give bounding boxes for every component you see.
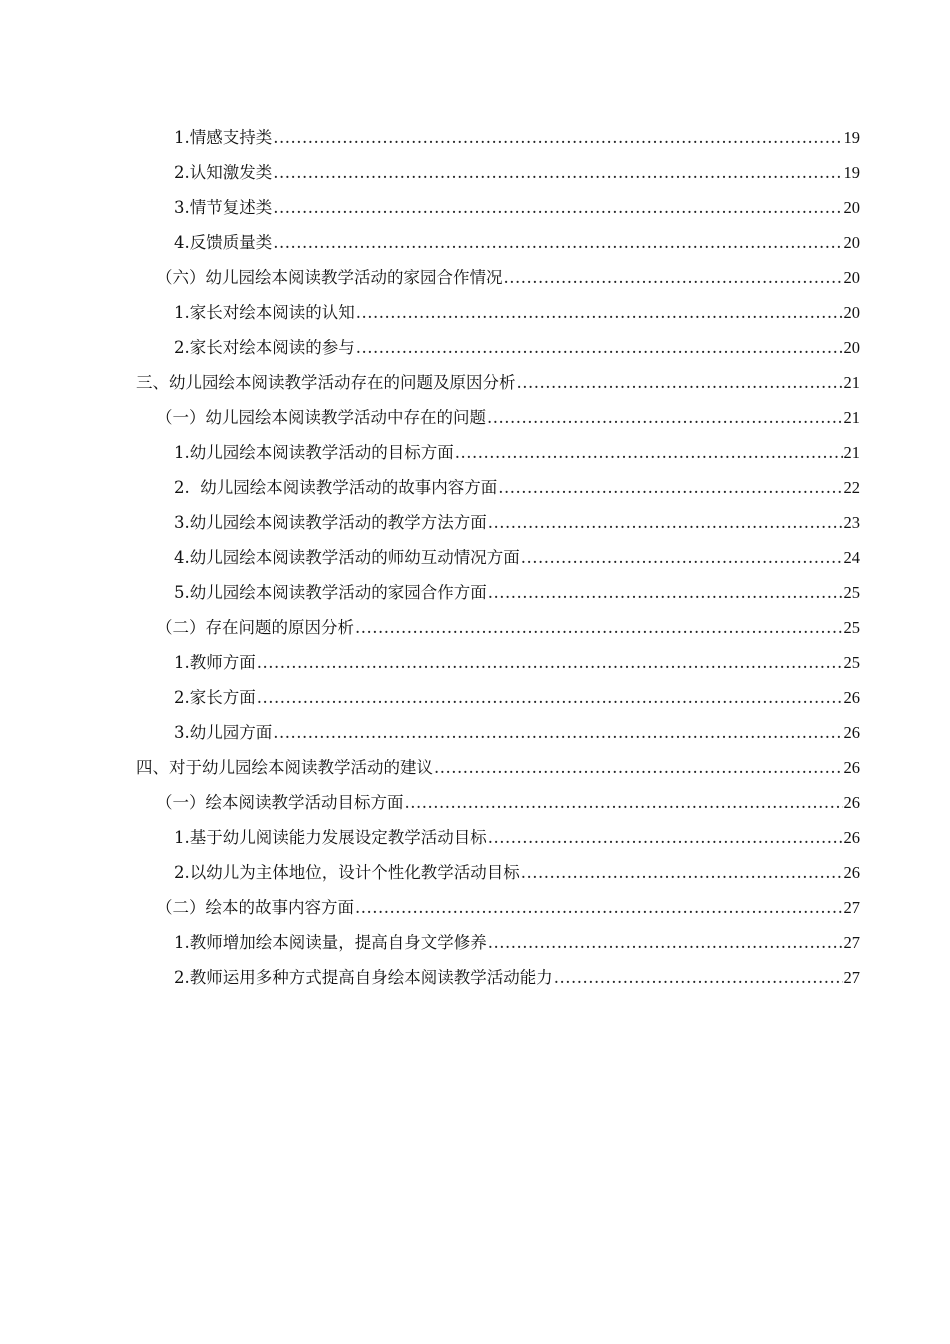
toc-entry-page: 26 xyxy=(843,793,860,812)
toc-entry[interactable] xyxy=(0,120,860,155)
toc-leader-dots xyxy=(405,785,843,820)
toc-entry[interactable] xyxy=(0,645,860,680)
toc-entry-page: 25 xyxy=(843,618,860,637)
toc-entry-label: （二）绘本的故事内容方面 xyxy=(156,898,354,917)
toc-entry-label: （二）存在问题的原因分析 xyxy=(156,618,354,637)
toc-leader-dots xyxy=(488,820,843,855)
toc-entry-label: 1.家长对绘本阅读的认知 xyxy=(174,303,355,322)
toc-entry-page: 20 xyxy=(843,338,860,357)
toc-entry-label: 4.反馈质量类 xyxy=(174,233,273,252)
toc-entry[interactable] xyxy=(0,155,860,190)
toc-entry[interactable] xyxy=(0,190,860,225)
toc-leader-dots xyxy=(273,225,842,260)
toc-entry-label: 2. 幼儿园绘本阅读教学活动的故事内容方面 xyxy=(174,478,498,497)
toc-entry[interactable] xyxy=(0,225,860,260)
toc-entry-page: 20 xyxy=(843,233,860,252)
toc-entry-label: 三、幼儿园绘本阅读教学活动存在的问题及原因分析 xyxy=(136,373,516,392)
toc-entry-page: 25 xyxy=(843,583,860,602)
toc-leader-dots xyxy=(355,610,843,645)
toc-entry[interactable] xyxy=(0,505,860,540)
toc-entry[interactable] xyxy=(0,680,860,715)
toc-leader-dots xyxy=(273,190,842,225)
toc-leader-dots xyxy=(434,750,843,785)
toc-entry-page: 22 xyxy=(843,478,860,497)
toc-entry-label: 1.情感支持类 xyxy=(174,128,273,147)
toc-entry[interactable] xyxy=(0,400,860,435)
toc-leader-dots xyxy=(488,925,843,960)
toc-entry-label: 2.认知激发类 xyxy=(174,163,273,182)
toc-entry-page: 27 xyxy=(843,898,860,917)
toc-leader-dots xyxy=(488,575,843,610)
toc-entry[interactable] xyxy=(0,260,860,295)
toc-entry[interactable] xyxy=(0,960,860,995)
toc-leader-dots xyxy=(455,435,843,470)
toc-entry-page: 19 xyxy=(843,128,860,147)
toc-leader-dots xyxy=(498,470,842,505)
toc-entry[interactable] xyxy=(0,715,860,750)
toc-entry-label: （一）绘本阅读教学活动目标方面 xyxy=(156,793,404,812)
toc-leader-dots xyxy=(356,295,843,330)
toc-entry[interactable] xyxy=(0,750,860,785)
toc-entry[interactable] xyxy=(0,365,860,400)
toc-entry-page: 20 xyxy=(843,198,860,217)
toc-leader-dots xyxy=(356,330,843,365)
toc-leader-dots xyxy=(521,855,843,890)
toc-entry-label: 1.基于幼儿阅读能力发展设定教学活动目标 xyxy=(174,828,487,847)
toc-leader-dots xyxy=(257,645,843,680)
toc-entry[interactable] xyxy=(0,470,860,505)
toc-entry-label: 5.幼儿园绘本阅读教学活动的家园合作方面 xyxy=(174,583,487,602)
toc-entry[interactable] xyxy=(0,295,860,330)
toc-entry-label: （六）幼儿园绘本阅读教学活动的家园合作情况 xyxy=(156,268,503,287)
toc-entry-label: 四、对于幼儿园绘本阅读教学活动的建议 xyxy=(136,758,433,777)
toc-entry-label: 3.幼儿园方面 xyxy=(174,723,273,742)
toc-entry[interactable] xyxy=(0,435,860,470)
toc-entry-page: 26 xyxy=(843,758,860,777)
toc-entry-label: （一）幼儿园绘本阅读教学活动中存在的问题 xyxy=(156,408,486,427)
toc-entry[interactable] xyxy=(0,820,860,855)
toc-leader-dots xyxy=(488,505,843,540)
toc-entry-label: 2.教师运用多种方式提高自身绘本阅读教学活动能力 xyxy=(174,968,553,987)
table-of-contents xyxy=(0,120,950,995)
toc-entry-label: 1.教师增加绘本阅读量，提高自身文学修养 xyxy=(174,933,487,952)
toc-entry-label: 3.幼儿园绘本阅读教学活动的教学方法方面 xyxy=(174,513,487,532)
toc-entry-page: 26 xyxy=(843,723,860,742)
toc-leader-dots xyxy=(355,890,843,925)
toc-entry[interactable] xyxy=(0,540,860,575)
toc-leader-dots xyxy=(517,365,843,400)
toc-entry-label: 2.家长方面 xyxy=(174,688,256,707)
toc-leader-dots xyxy=(554,960,843,995)
toc-leader-dots xyxy=(273,120,842,155)
toc-entry-page: 20 xyxy=(843,268,860,287)
toc-leader-dots xyxy=(273,155,842,190)
toc-entry[interactable] xyxy=(0,575,860,610)
toc-entry[interactable] xyxy=(0,330,860,365)
toc-entry-label: 2.以幼儿为主体地位，设计个性化教学活动目标 xyxy=(174,863,520,882)
toc-leader-dots xyxy=(504,260,843,295)
toc-entry-label: 3.情节复述类 xyxy=(174,198,273,217)
toc-entry-label: 1.教师方面 xyxy=(174,653,256,672)
toc-entry-page: 26 xyxy=(843,828,860,847)
toc-entry-page: 19 xyxy=(843,163,860,182)
toc-entry-page: 21 xyxy=(843,443,860,462)
toc-entry-page: 23 xyxy=(843,513,860,532)
toc-leader-dots xyxy=(273,715,842,750)
toc-leader-dots xyxy=(487,400,843,435)
toc-entry-page: 21 xyxy=(843,408,860,427)
toc-entry-page: 27 xyxy=(843,933,860,952)
toc-entry-label: 4.幼儿园绘本阅读教学活动的师幼互动情况方面 xyxy=(174,548,520,567)
toc-entry[interactable] xyxy=(0,890,860,925)
toc-entry-page: 21 xyxy=(843,373,860,392)
toc-entry-page: 24 xyxy=(843,548,860,567)
toc-entry-page: 26 xyxy=(843,688,860,707)
toc-entry-page: 27 xyxy=(843,968,860,987)
toc-entry-label: 1.幼儿园绘本阅读教学活动的目标方面 xyxy=(174,443,454,462)
toc-leader-dots xyxy=(257,680,843,715)
toc-entry[interactable] xyxy=(0,610,860,645)
toc-leader-dots xyxy=(521,540,843,575)
toc-entry-page: 20 xyxy=(843,303,860,322)
toc-entry[interactable] xyxy=(0,925,860,960)
toc-entry[interactable] xyxy=(0,855,860,890)
toc-entry-page: 25 xyxy=(843,653,860,672)
toc-entry-label: 2.家长对绘本阅读的参与 xyxy=(174,338,355,357)
toc-entry[interactable] xyxy=(0,785,860,820)
toc-entry-page: 26 xyxy=(843,863,860,882)
